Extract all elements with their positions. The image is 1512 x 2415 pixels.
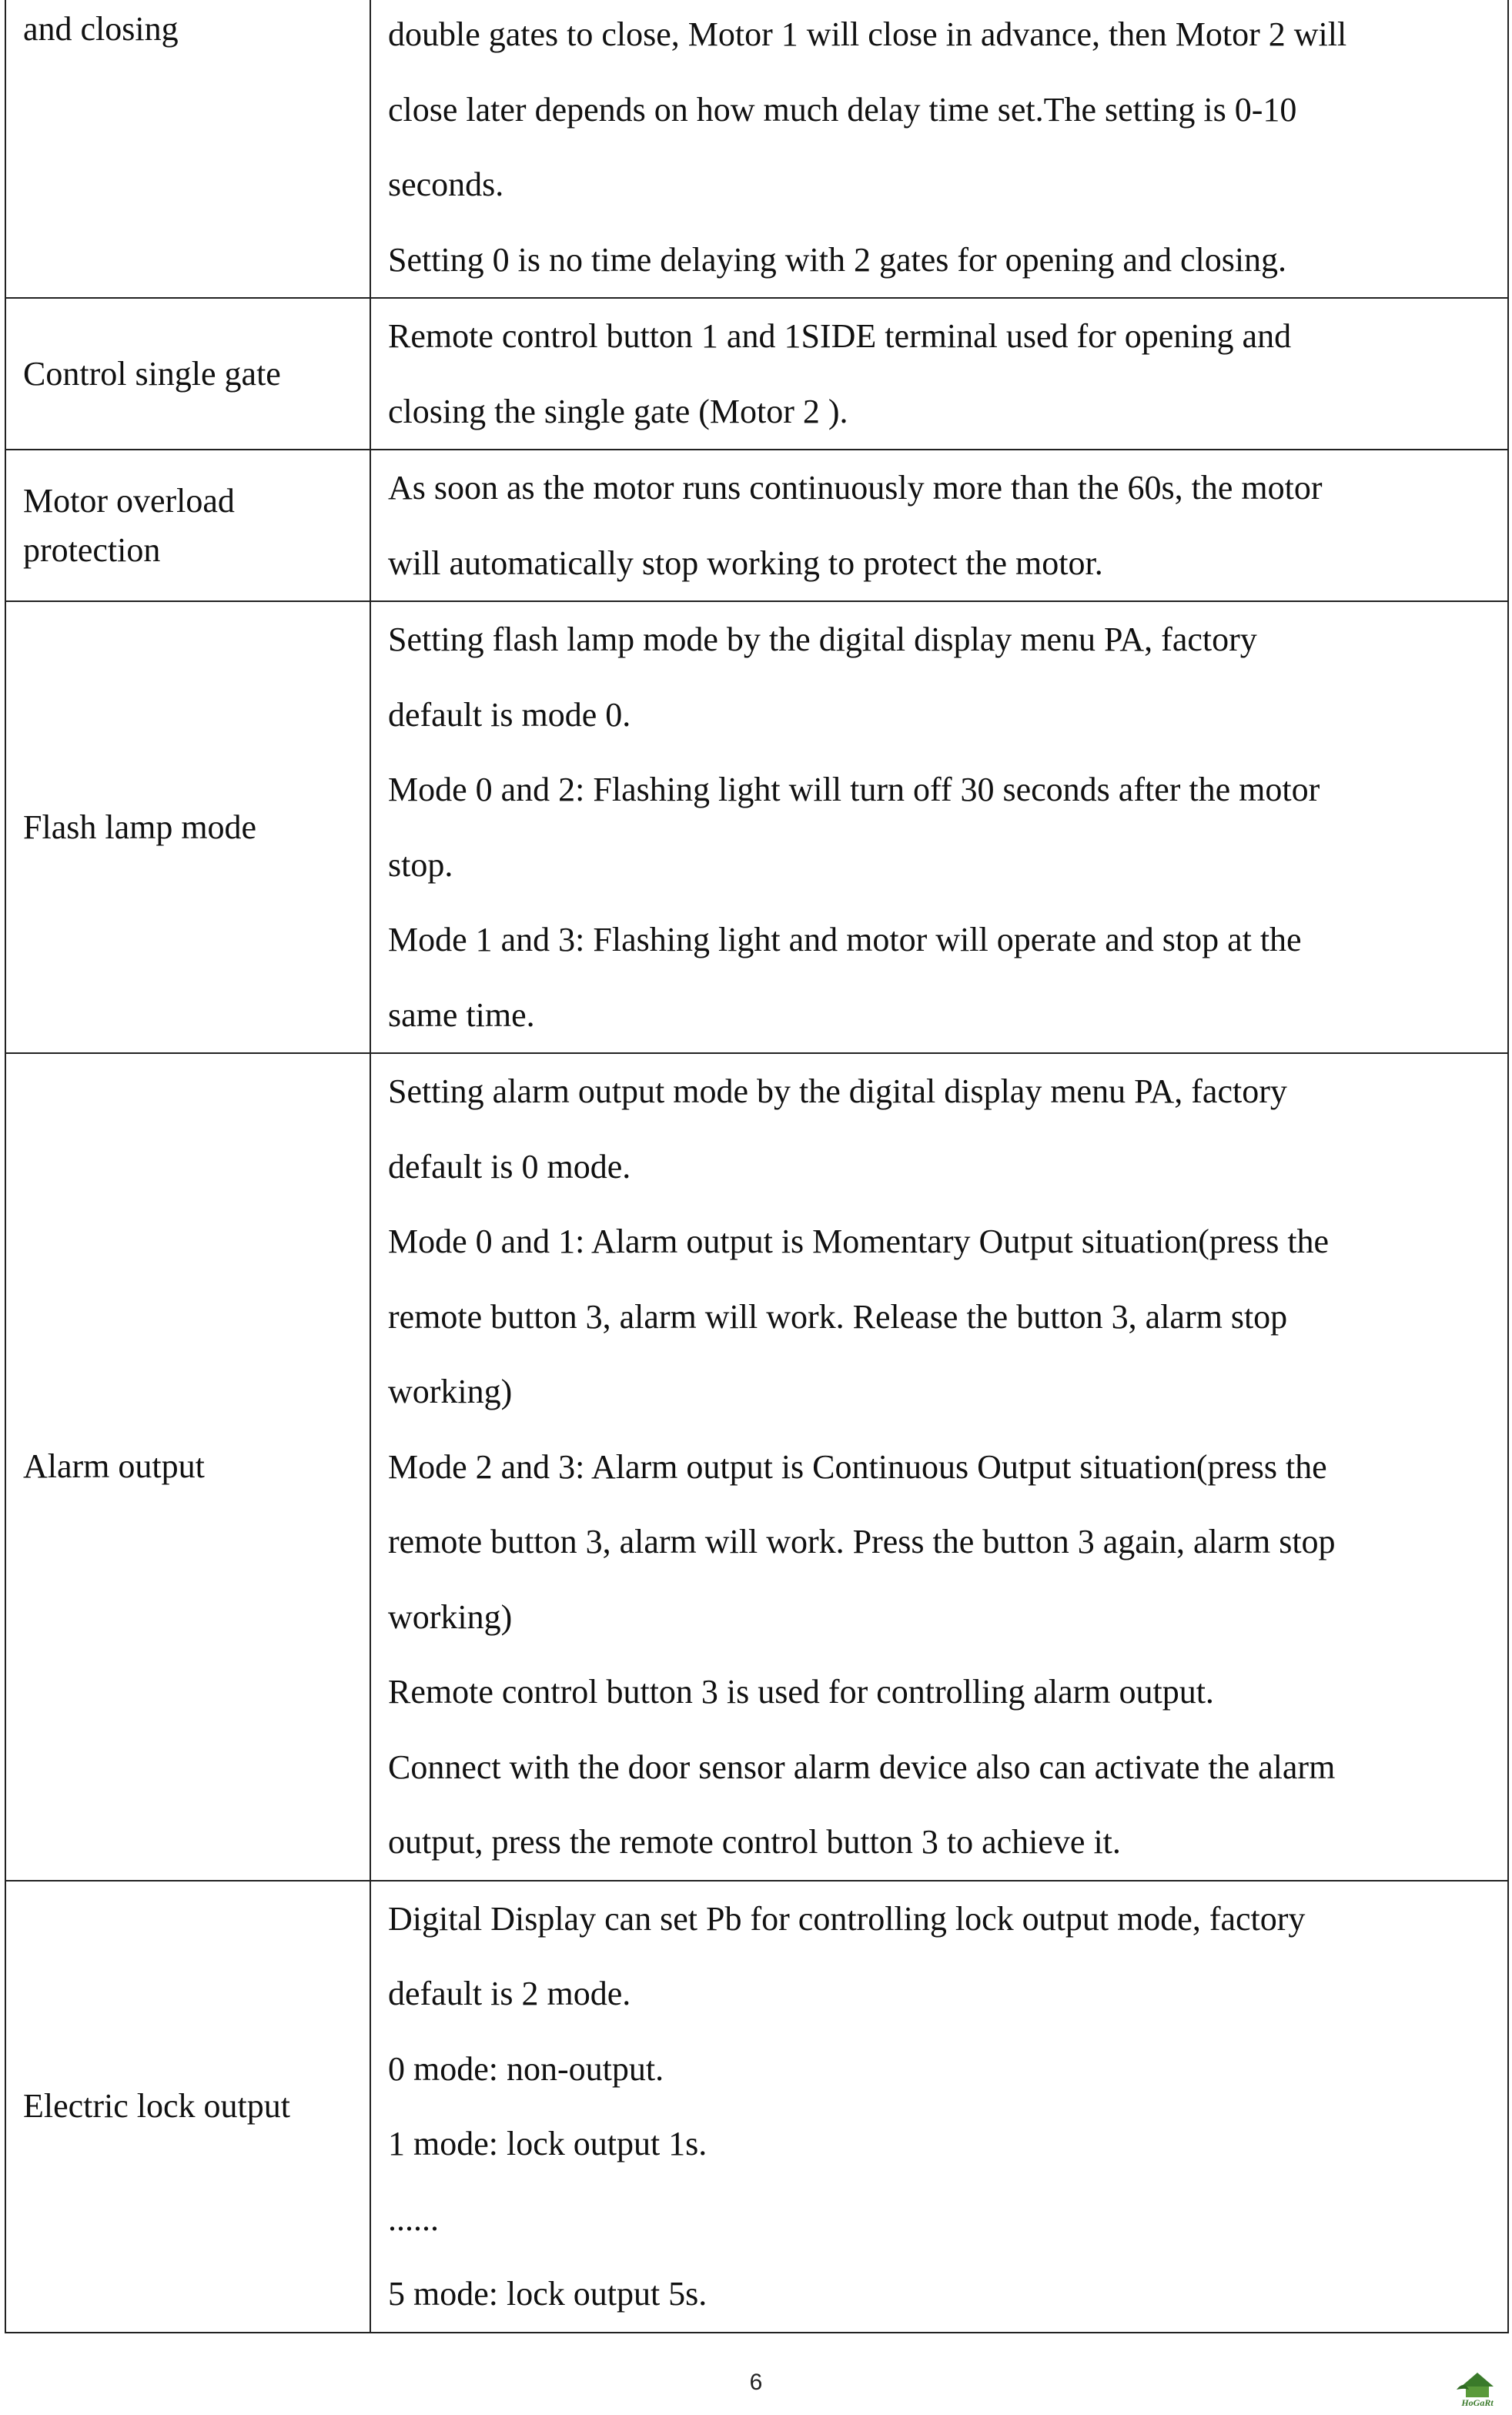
feature-name-cell bbox=[5, 601, 370, 1053]
feature-description-cell bbox=[370, 1053, 1508, 1881]
feature-name: Motor overload protection bbox=[23, 481, 235, 569]
feature-spec-table bbox=[5, 0, 1509, 2333]
description-line: double gates to close, Motor 1 will close in advance, then Motor 2 will bbox=[388, 15, 1347, 53]
description-line: Remote control button 1 and 1SIDE terminal used for opening and bbox=[388, 317, 1292, 355]
feature-name: Electric lock output bbox=[23, 2087, 290, 2125]
feature-description-cell bbox=[370, 298, 1508, 450]
table-row bbox=[5, 1881, 1508, 2333]
feature-name: and closing bbox=[23, 10, 179, 48]
description-line: As soon as the motor runs continuously more than the 60s, the motor bbox=[388, 469, 1323, 507]
description-line: working) bbox=[388, 1373, 513, 1410]
feature-description-cell bbox=[370, 0, 1508, 298]
feature-name-cell bbox=[5, 1881, 370, 2333]
description-line: Connect with the door sensor alarm device also can activate the alarm bbox=[388, 1748, 1336, 1786]
logo-house-shape bbox=[1466, 2387, 1489, 2397]
description-line: Mode 2 and 3: Alarm output is Continuous Output situation(press the bbox=[388, 1447, 1327, 1486]
feature-description-cell bbox=[370, 601, 1508, 1053]
page-number: 6 bbox=[749, 2370, 763, 2395]
feature-name: Flash lamp mode bbox=[23, 808, 257, 846]
table-row bbox=[5, 298, 1508, 450]
description-line: working) bbox=[388, 1597, 513, 1636]
description-line: remote button 3, alarm will work. Press the button 3 again, alarm stop bbox=[388, 1523, 1336, 1560]
feature-name-cell bbox=[5, 450, 370, 601]
description-line: 5 mode: lock output 5s. bbox=[388, 2275, 707, 2313]
description-line: same time. bbox=[388, 995, 535, 1034]
logo-text: HoGaRt bbox=[1461, 2397, 1494, 2408]
description-line: Setting 0 is no time delaying with 2 gates for opening and closing. bbox=[388, 240, 1287, 279]
description-line: 0 mode: non-output. bbox=[388, 2049, 664, 2088]
description-line: Mode 0 and 2: Flashing light will turn off 30 seconds after the motor bbox=[388, 771, 1320, 808]
description-line: seconds. bbox=[388, 166, 504, 203]
description-line: close later depends on how much delay time set.The setting is 0-10 bbox=[388, 90, 1297, 129]
description-line: default is 0 mode. bbox=[388, 1147, 631, 1186]
description-line: Setting alarm output mode by the digital display menu PA, factory bbox=[388, 1072, 1287, 1110]
table-row bbox=[5, 1053, 1508, 1881]
feature-name-cell bbox=[5, 0, 370, 298]
description-line: default is 2 mode. bbox=[388, 1975, 631, 2012]
feature-description-cell bbox=[370, 450, 1508, 601]
description-line: stop. bbox=[388, 845, 453, 884]
table-row bbox=[5, 450, 1508, 601]
description-line: Remote control button 3 is used for controlling alarm output. bbox=[388, 1673, 1214, 1711]
table-row bbox=[5, 601, 1508, 1053]
table-row bbox=[5, 0, 1508, 298]
description-line: remote button 3, alarm will work. Release the button 3, alarm stop bbox=[388, 1297, 1288, 1336]
description-line: 1 mode: lock output 1s. bbox=[388, 2125, 707, 2162]
feature-description-cell bbox=[370, 1881, 1508, 2333]
description-line: Digital Display can set Pb for controlling lock output mode, factory bbox=[388, 1899, 1306, 1938]
description-line: output, press the remote control button 3 to achieve it. bbox=[388, 1823, 1121, 1861]
feature-name-cell bbox=[5, 298, 370, 450]
description-line: default is mode 0. bbox=[388, 695, 631, 734]
description-line: ...... bbox=[388, 2199, 439, 2238]
description-line: closing the single gate (Motor 2 ). bbox=[388, 392, 848, 430]
description-line: Mode 0 and 1: Alarm output is Momentary Output situation(press the bbox=[388, 1223, 1330, 1260]
description-line: Mode 1 and 3: Flashing light and motor will operate and stop at the bbox=[388, 921, 1302, 958]
feature-name: Alarm output bbox=[23, 1447, 205, 1486]
logo-roof-shape bbox=[1461, 2373, 1494, 2387]
feature-name-cell bbox=[5, 1053, 370, 1881]
description-line: Setting flash lamp mode by the digital display menu PA, factory bbox=[388, 620, 1257, 658]
feature-name: Control single gate bbox=[23, 354, 281, 393]
hogarti-logo-icon bbox=[1450, 2363, 1504, 2410]
description-line: will automatically stop working to protect the motor. bbox=[388, 544, 1103, 582]
